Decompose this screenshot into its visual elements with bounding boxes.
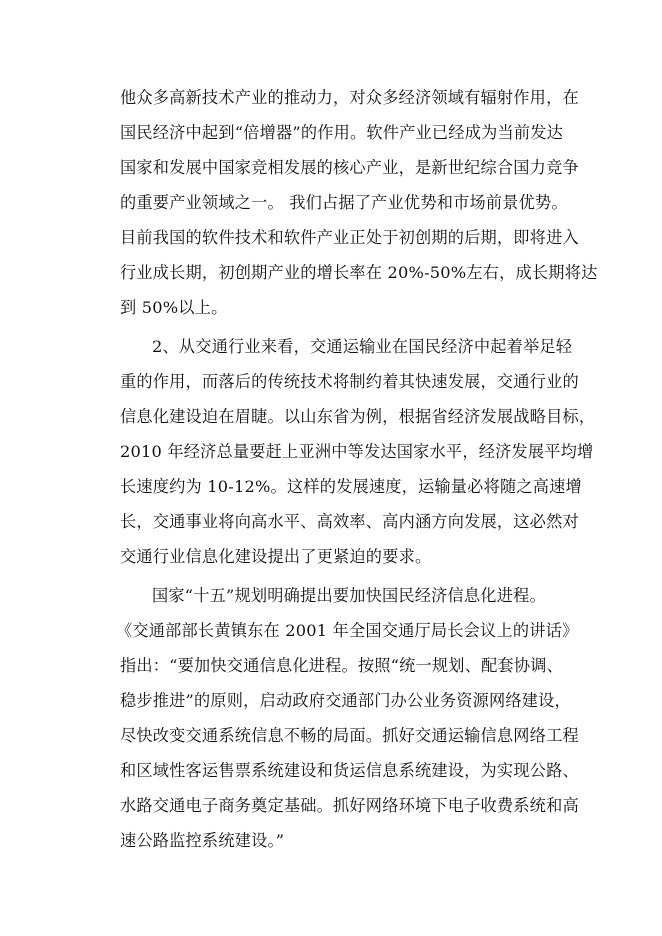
text-line: 国家和发展中国家竞相发展的核心产业，是新世纪综合国力竞争 [120,158,579,177]
text-line: 的重要产业领域之一。 我们占据了产业优势和市场前景优势。 [120,193,568,212]
text-line: 2010 年经济总量要赶上亚洲中等发达国家水平，经济发展平均增 [120,442,594,461]
text-line: 速公路监控系统建设。” [120,831,285,850]
text-line: 国家“十五”规划明确提出要加快国民经济信息化进程。 [152,586,546,605]
text-line: 和区域性客运售票系统建设和货运信息系统建设，为实现公路、 [120,761,579,780]
text-line: 到 50%以上。 [120,298,228,317]
text-line: 长，交通事业将向高水平、高效率、高内涵方向发展，这必然对 [120,512,579,531]
text-line: 稳步推进”的原则，启动政府交通部门办公业务资源网络建设， [120,691,571,710]
text-line: 他众多高新技术产业的推动力，对众多经济领域有辐射作用，在 [120,88,579,107]
text-line: 信息化建设迫在眉睫。以山东省为例，根据省经济发展战略目标， [120,407,596,426]
text-line: 国民经济中起到“倍增器”的作用。软件产业已经成为当前发达 [120,123,564,142]
text-line: 目前我国的软件技术和软件产业正处于初创期的后期，即将进入 [120,228,579,247]
text-line: 交通行业信息化建设提出了更紧迫的要求。 [120,547,432,566]
text-line: 长速度约为 10-12%。这样的发展速度，运输量必将随之高速增 [120,477,582,496]
text-line: 指出：“要加快交通信息化进程。按照“统一规划、配套协调、 [120,656,564,675]
text-line: 《交通部部长黄镇东在 2001 年全国交通厅局长会议上的讲话》 [116,621,579,640]
text-line: 行业成长期，初创期产业的增长率在 20%-50%左右，成长期将达 [120,263,598,282]
text-line: 2、从交通行业来看，交通运输业在国民经济中起着举足轻 [152,337,573,356]
text-line: 水路交通电子商务奠定基础。抓好网络环境下电子收费系统和高 [120,796,579,815]
text-line: 尽快改变交通系统信息不畅的局面。抓好交通运输信息网络工程 [120,726,579,745]
text-line: 重的作用，而落后的传统技术将制约着其快速发展，交通行业的 [120,372,579,391]
